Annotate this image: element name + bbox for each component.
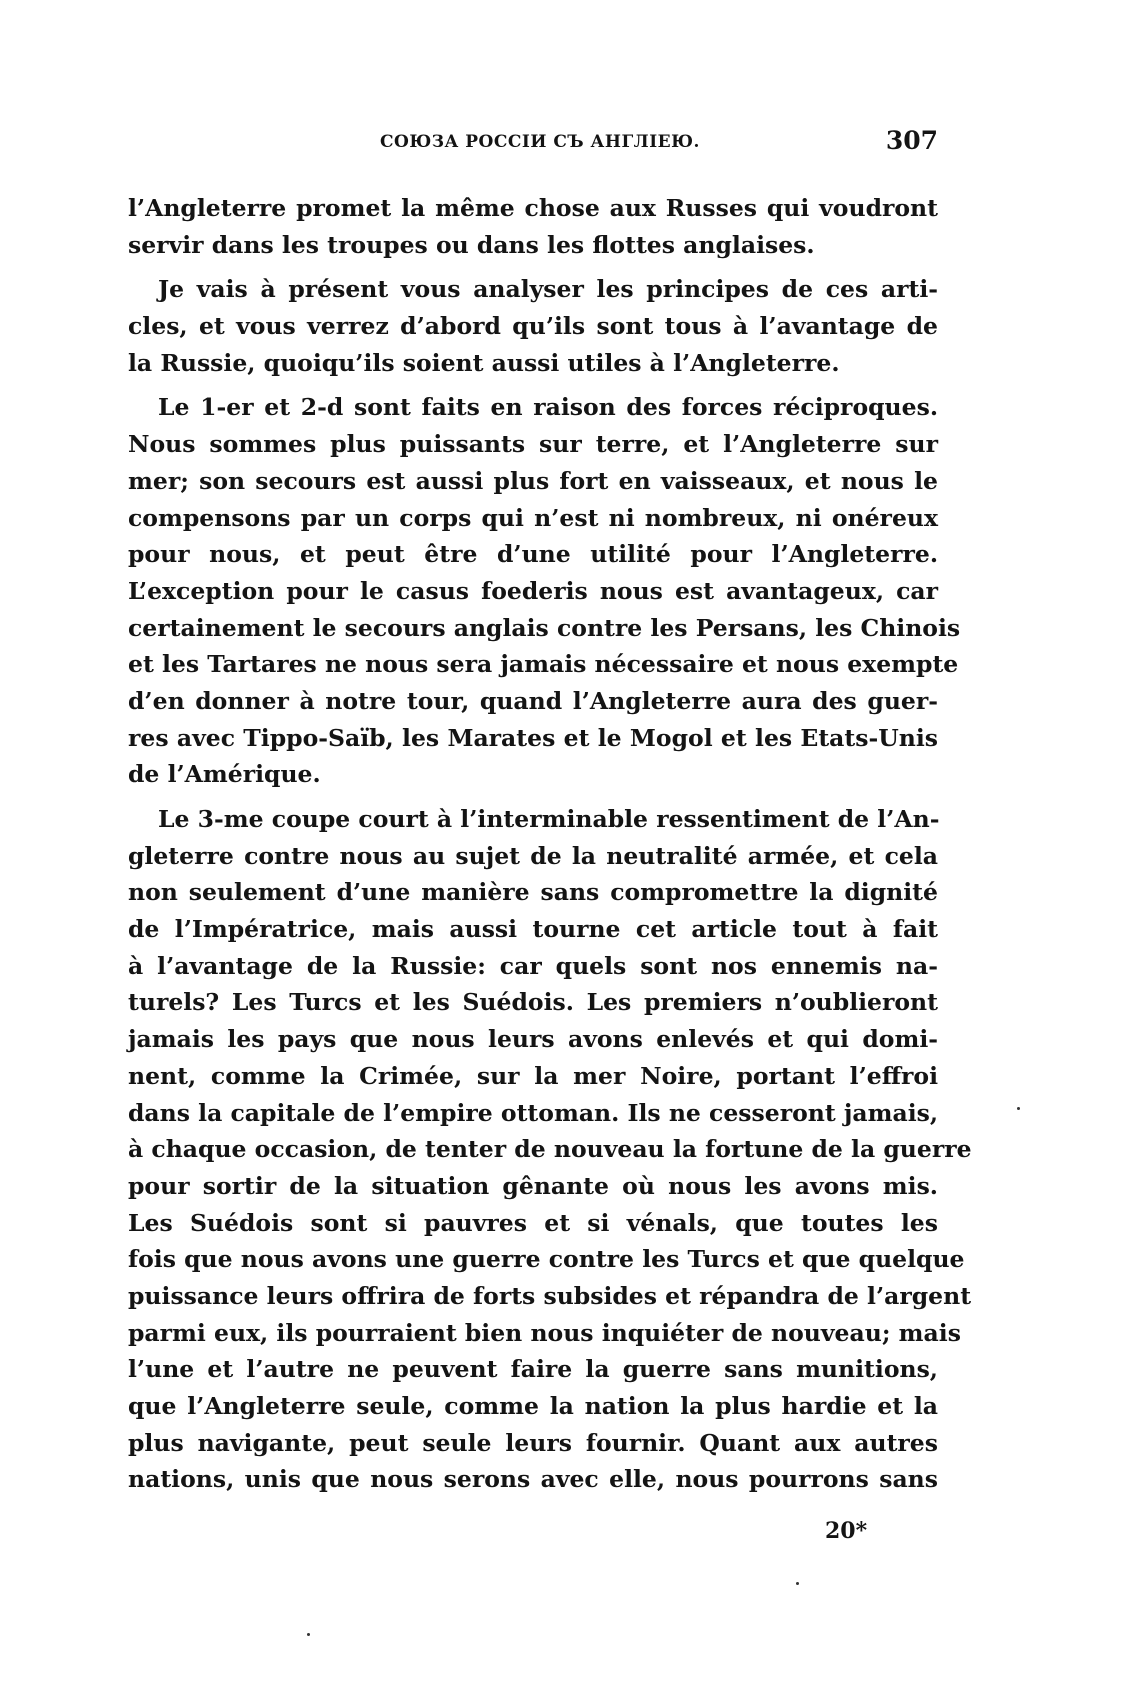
text-line: Les Suédois sont si pauvres et si vénals, que toutes les bbox=[128, 1208, 938, 1237]
text-line: à chaque occasion, de tenter de nouveau la fortune de la guerre bbox=[128, 1135, 972, 1164]
text-line: Je vais à présent vous analyser les principes de ces arti- bbox=[158, 275, 938, 304]
text-line: la Russie, quoiqu’ils soient aussi utiles à l’Angleterre. bbox=[128, 348, 840, 377]
text-line: et les Tartares ne nous sera jamais nécessaire et nous exempte bbox=[128, 650, 959, 679]
text-line: l’Angleterre promet la même chose aux Russes qui voudront bbox=[128, 194, 938, 222]
text-line: res avec Tippo-Saïb, les Marates et le Mogol et les Etats-Unis bbox=[128, 723, 938, 752]
text-line: parmi eux, ils pourraient bien nous inquiéter de nouveau; mais bbox=[128, 1318, 961, 1347]
printer-signature: 20* bbox=[825, 1518, 868, 1544]
text-line: certainement le secours anglais contre les Persans, les Chinois bbox=[128, 613, 961, 642]
text-line: Le 1-er et 2-d sont faits en raison des forces réciproques. bbox=[158, 393, 938, 422]
text-line: servir dans les troupes ou dans les flottes anglaises. bbox=[128, 230, 815, 259]
text-line: mer; son secours est aussi plus fort en vaisseaux, et nous le bbox=[128, 466, 938, 495]
paragraph bbox=[128, 190, 938, 263]
body-text bbox=[128, 190, 972, 1498]
text-line: nations, unis que nous serons avec elle, nous pourrons sans bbox=[128, 1465, 938, 1494]
text-line: Nous sommes plus puissants sur terre, et l’Angleterre sur bbox=[128, 430, 938, 459]
text-line: nent, comme la Crimée, sur la mer Noire, portant l’effroi bbox=[128, 1061, 938, 1090]
text-line: pour sortir de la situation gênante où nous les avons mis. bbox=[128, 1171, 938, 1200]
page-number: 307 bbox=[885, 126, 938, 155]
running-title: СОЮЗА РОССІИ СЪ АНГЛІЕЮ. bbox=[380, 132, 700, 152]
text-line: de l’Amérique. bbox=[128, 760, 321, 789]
text-line: de l’Impératrice, mais aussi tourne cet article tout à fait bbox=[128, 915, 938, 944]
paragraph bbox=[128, 801, 972, 1498]
running-head bbox=[128, 126, 938, 162]
text-line: l’une et l’autre ne peuvent faire la guerre sans munitions, bbox=[128, 1355, 938, 1384]
text-line: que l’Angleterre seule, comme la nation la plus hardie et la bbox=[128, 1392, 938, 1420]
text-line: L’exception pour le casus foederis nous est avantageux, car bbox=[128, 576, 938, 605]
paragraph bbox=[128, 389, 961, 793]
text-line: plus navigante, peut seule leurs fournir. Quant aux autres bbox=[128, 1428, 938, 1457]
text-line: turels? Les Turcs et les Suédois. Les premiers n’oublieront bbox=[128, 988, 938, 1017]
text-line: non seulement d’une manière sans compromettre la dignité bbox=[128, 878, 938, 907]
text-line: jamais les pays que nous leurs avons enlevés et qui domi- bbox=[128, 1025, 938, 1054]
text-line: Le 3-me coupe court à l’interminable ressentiment de l’An- bbox=[158, 805, 940, 833]
scan-speck bbox=[796, 1582, 799, 1585]
text-line: dans la capitale de l’empire ottoman. Ils ne cesseront jamais, bbox=[128, 1098, 939, 1127]
scan-speck bbox=[307, 1633, 310, 1636]
text-line: compensons par un corps qui n’est ni nombreux, ni onéreux bbox=[128, 503, 938, 532]
text-line: à l’avantage de la Russie: car quels sont nos ennemis na- bbox=[128, 951, 938, 980]
paragraph bbox=[128, 271, 938, 381]
text-line: puissance leurs offrira de forts subsides et répandra de l’argent bbox=[128, 1281, 972, 1310]
text-line: pour nous, et peut être d’une utilité pour l’Angleterre. bbox=[128, 540, 938, 569]
text-line: gleterre contre nous au sujet de la neutralité armée, et cela bbox=[128, 841, 938, 870]
text-line: cles, et vous verrez d’abord qu’ils sont tous à l’avantage de bbox=[128, 312, 938, 341]
scan-speck bbox=[1017, 1107, 1020, 1110]
text-line: fois que nous avons une guerre contre les Turcs et que quelque bbox=[128, 1245, 965, 1274]
text-line: d’en donner à notre tour, quand l’Angleterre aura des guer- bbox=[128, 686, 938, 715]
